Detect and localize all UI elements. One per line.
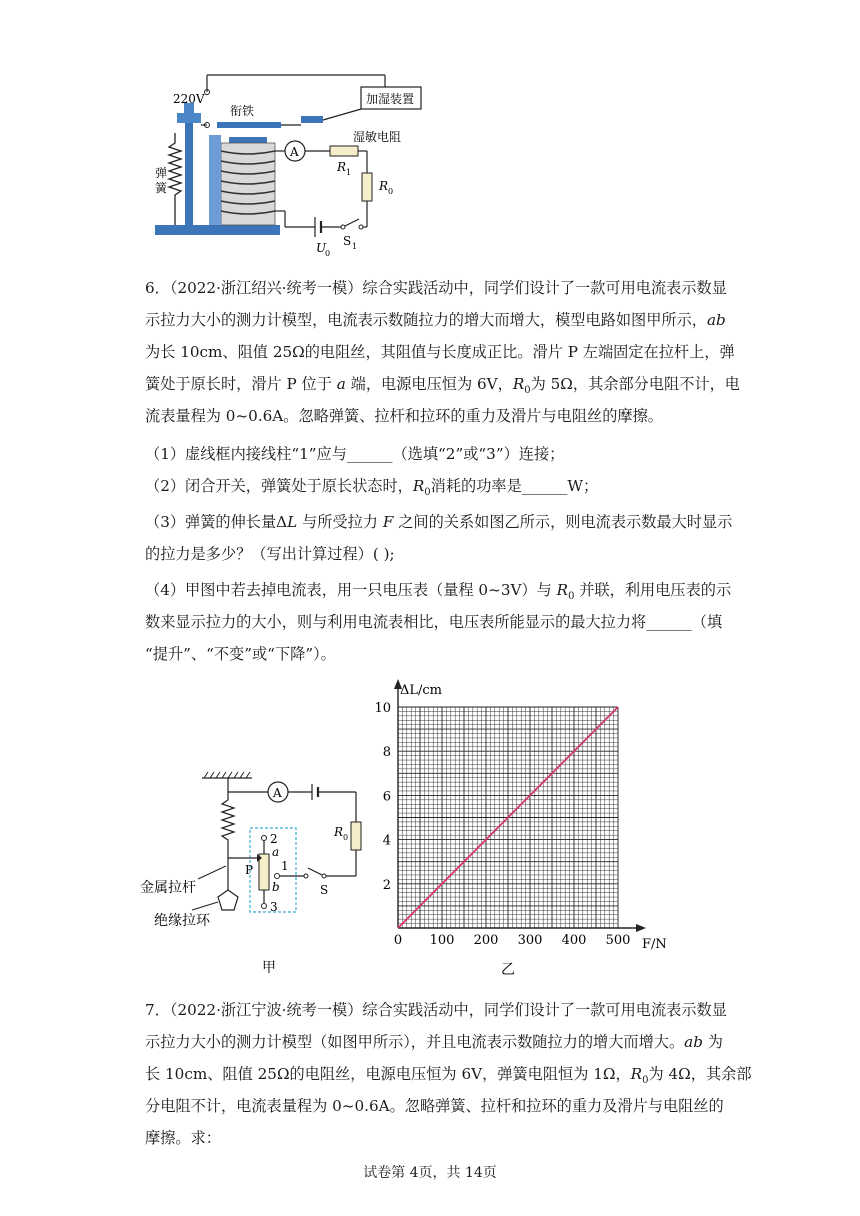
r1-sub: 1 (346, 168, 352, 177)
r0-sub: 0 (388, 187, 394, 196)
metal-rod-label: 金属拉杆 (140, 880, 196, 896)
r0-sub: 0 (343, 833, 349, 842)
q6-line-5: 流表量程为 0~0.6A。忽略弹簧、拉杆和拉环的重力及滑片与电阻丝的摩擦。 (145, 407, 663, 425)
x-axis-label: F/N (642, 937, 667, 952)
q6-sub-3b: 的拉力是多少？（写出计算过程）( ); (145, 545, 395, 563)
chart-labels (374, 683, 666, 978)
u0-label: U (316, 241, 327, 255)
r1-label: R (337, 160, 347, 174)
terminal-1-label: 1 (281, 859, 289, 873)
q6-sub-3a: （3）弹簧的伸长量ΔL 与所受拉力 F 之间的关系如图乙所示，则电流表示数最大时显示 (145, 513, 733, 531)
x-tick-label: 0 (393, 933, 403, 948)
q7-line-2: 示拉力大小的测力计模型（如图甲所示），并且电流表示数随拉力的增大而增大。ab 为 (145, 1033, 723, 1051)
x-tick-label: 500 (605, 933, 631, 948)
ammeter-symbol: A (273, 786, 282, 800)
q6-line-2: 示拉力大小的测力计模型，电流表示数随拉力的增大而增大，模型电路如图甲所示，ab (145, 311, 726, 329)
humidity-resistor-label: 湿敏电阻 (353, 130, 402, 144)
x-tick-label: 400 (561, 933, 587, 948)
q6-line-1: 6．（2022·浙江绍兴·统考一模）综合实践活动中，同学们设计了一款可用电流表示数显 (145, 279, 727, 297)
r0-label: R (379, 179, 389, 193)
q6-line-3: 为长 10cm、阻值 25Ω的电阻丝，其阻值与长度成正比。滑片 P 左端固定在拉杆上，弹 (145, 343, 735, 361)
y-tick-label: 10 (374, 701, 391, 716)
s1-label: S (343, 234, 352, 248)
force-extension-chart (360, 678, 680, 978)
q6-sub-1: （1）虚线框内接线柱“1”应与______（选填“2”或“3”）连接； (145, 445, 565, 463)
force-meter-circuit-figure (140, 770, 375, 980)
caption-jia: 甲 (262, 960, 276, 976)
end-a-label: a (272, 845, 280, 859)
ammeter-symbol: A (290, 145, 299, 159)
q7-line-3: 长 10cm、阻值 25Ω的电阻丝，电源电压恒为 6V，弹簧电阻恒为 1Ω，$R_0$为 4Ω，其余部 (145, 1065, 752, 1087)
x-tick-label: 100 (429, 933, 455, 948)
spring-label-b: 簧 (155, 181, 168, 195)
x-axis-arrow (636, 924, 646, 932)
voltage-220v-label: 220V (173, 92, 205, 106)
end-b-label: b (272, 880, 280, 894)
q6-sub-4a: （4）甲图中若去掉电流表，用一只电压表（量程 0~3V）与 $R_0$ 并联，利用电压表的示 (145, 581, 732, 603)
y-tick-label: 2 (382, 877, 391, 893)
r0-label: R (334, 825, 344, 839)
x-tick-label: 200 (473, 933, 499, 948)
humidifier-label: 加湿装置 (366, 92, 415, 106)
insulating-ring-label: 绝缘拉环 (154, 913, 210, 929)
q7-line-4: 分电阻不计，电流表量程为 0~0.6A。忽略弹簧、拉杆和拉环的重力及滑片与电阻丝的 (145, 1097, 724, 1115)
u0-sub: 0 (325, 249, 331, 258)
q6-sub-2: （2）闭合开关，弹簧处于原长状态时，$R_0$消耗的功率是______W； (145, 477, 599, 499)
terminal-2-label: 2 (270, 832, 278, 846)
y-tick-label: 8 (382, 745, 391, 761)
slider-p-label: P (245, 863, 254, 877)
y-tick-label: 4 (382, 833, 391, 849)
relay-circuit-figure (145, 65, 445, 260)
q6-line-4: 簧处于原长时，滑片 P 位于 a 端，电源电压恒为 6V，$R_0$为 5Ω，其余部分电阻不计，电 (145, 375, 740, 397)
q7-line-5: 摩擦。求： (145, 1129, 221, 1147)
s1-sub: 1 (352, 242, 358, 251)
q6-sub-4b: 数来显示拉力的大小，则与利用电流表相比，电压表所能显示的最大拉力将______（填 (145, 613, 723, 631)
q6-sub-4c: “提升”、“不变”或“下降”）。 (145, 645, 336, 663)
switch-s-label: S (320, 883, 329, 897)
x-tick-label: 300 (517, 933, 543, 948)
q7-line-1: 7．（2022·浙江宁波·统考一模）综合实践活动中，同学们设计了一款可用电流表示数显 (145, 1001, 727, 1019)
terminal-3-label: 3 (270, 900, 278, 914)
caption-yi: 乙 (501, 962, 515, 978)
y-tick-label: 6 (382, 789, 391, 805)
armature-label: 衔铁 (230, 104, 255, 118)
spring-label-a: 弹 (155, 166, 168, 180)
y-axis-label: ΔL/cm (400, 683, 443, 698)
page-footer: 试卷第 4页，共 14页 (363, 1165, 497, 1181)
